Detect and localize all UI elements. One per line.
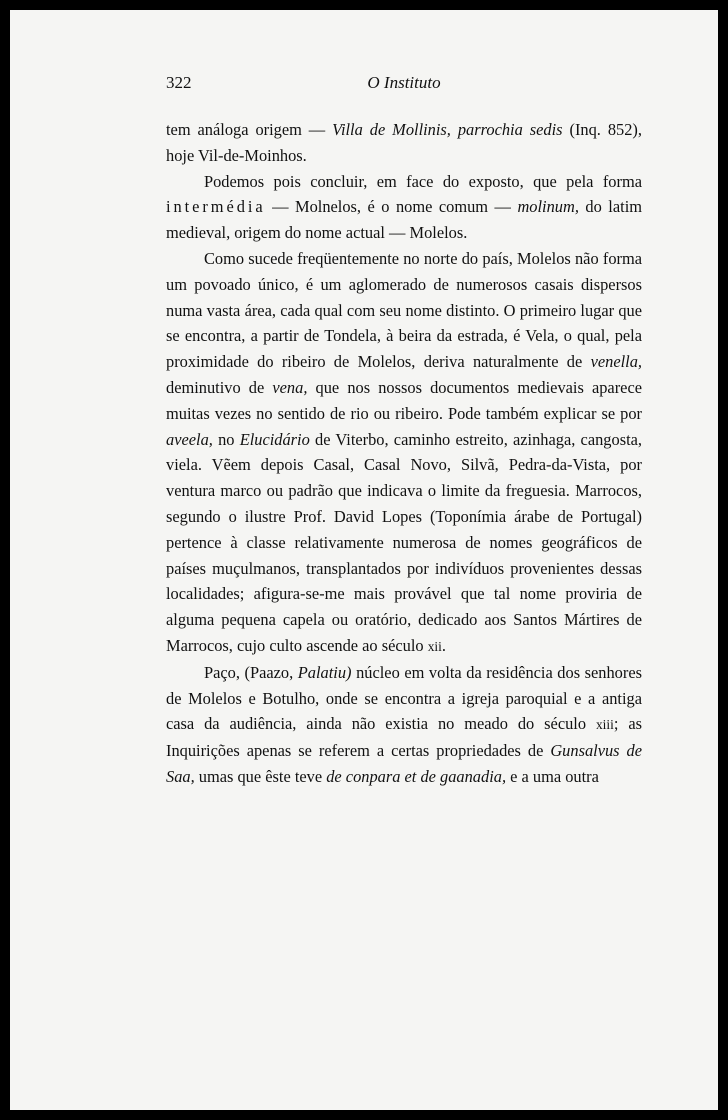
paragraph-2 bbox=[166, 169, 642, 246]
text-run: do latim medieval, origem do nome actual — Molelos. bbox=[166, 197, 642, 243]
text-run: deminutivo de bbox=[166, 377, 273, 397]
small-caps-run: xii bbox=[427, 638, 442, 654]
paragraph-4 bbox=[166, 660, 642, 790]
text-run: tem análoga origem — bbox=[166, 120, 333, 139]
paragraph-3 bbox=[166, 246, 642, 660]
italic-run: molinum, bbox=[517, 197, 579, 217]
text-run: Podemos pois concluir, em face do exposto, que pela forma bbox=[204, 171, 642, 191]
italic-run: aveela, bbox=[166, 429, 213, 449]
paragraph-1 bbox=[166, 117, 642, 169]
italic-run: Elucidário bbox=[239, 429, 310, 449]
italic-run: de conpara et de gaanadia, bbox=[326, 766, 507, 786]
italic-run: vena, bbox=[272, 377, 308, 397]
text-run: núcleo em volta da residência dos senhores de Molelos e Botulho, onde se encontra a igreja paroquial e a antiga casa da audiência, ainda não existia no meado do século bbox=[166, 662, 642, 734]
text-run: Como sucede freqüentemente no norte do país, Molelos não forma um povoado único, é um aglomerado de numerosos casais dispersos numa vasta área, cada qual com seu nome distinto. O primeiro lugar que se encontra, a partir de Tondela, à beira da estrada, é Vela, o qual, pela proximidade do ribeiro de Molelos, deriva naturalmente de bbox=[166, 248, 642, 372]
text-run: — Molnelos, é o nome comum — bbox=[265, 197, 518, 217]
text-run: que nos nossos documentos medievais aparece muitas vezes no sentido de rio ou ribeiro. Pode também explicar se por bbox=[166, 377, 642, 423]
text-run: e a uma outra bbox=[506, 766, 599, 786]
page-number: 322 bbox=[166, 73, 192, 92]
book-page bbox=[10, 10, 718, 1110]
text-run: no bbox=[212, 429, 240, 449]
text-run: . bbox=[441, 635, 446, 655]
text-run: umas que êste teve bbox=[194, 766, 327, 786]
page-header bbox=[166, 73, 642, 97]
italic-run: venella, bbox=[590, 352, 642, 372]
small-caps-run: xiii bbox=[595, 717, 614, 733]
italic-run: Villa de Mollinis, parrochia sedis bbox=[332, 120, 563, 139]
text-run: de Viterbo, caminho estreito, azinhaga, cangosta, viela. Vẽem depois Casal, Casal Novo, Silvã, Pedra-da-Vista, por ventura marco ou padrão que indicava o limite da freguesia. Marrocos, segundo o ilustre Prof. David Lopes (Toponímia árabe de Portugal) pertence à classe relativamente numerosa de nomes geográficos de países muçulmanos, transplantados por indivíduos provenientes dessas localidades; afigura-se-me mais provável que tal nome proviria de alguma pequena capela ou oratório, dedicado aos Santos Mártires de Marrocos, cujo culto ascende ao século bbox=[166, 429, 643, 655]
running-title: O Instituto bbox=[367, 73, 441, 92]
text-run: ; as Inquirições apenas se referem a certas propriedades de bbox=[166, 714, 642, 761]
italic-run: Palatiu) bbox=[297, 662, 352, 682]
body-text bbox=[166, 117, 642, 790]
italic-run: Gunsalvus de Saa, bbox=[166, 741, 642, 786]
text-run: Paço, (Paazo, bbox=[204, 662, 298, 682]
text-run: (Inq. 852), hoje Vil-de-Moinhos. bbox=[166, 120, 642, 165]
spaced-run: intermédia bbox=[166, 197, 266, 217]
